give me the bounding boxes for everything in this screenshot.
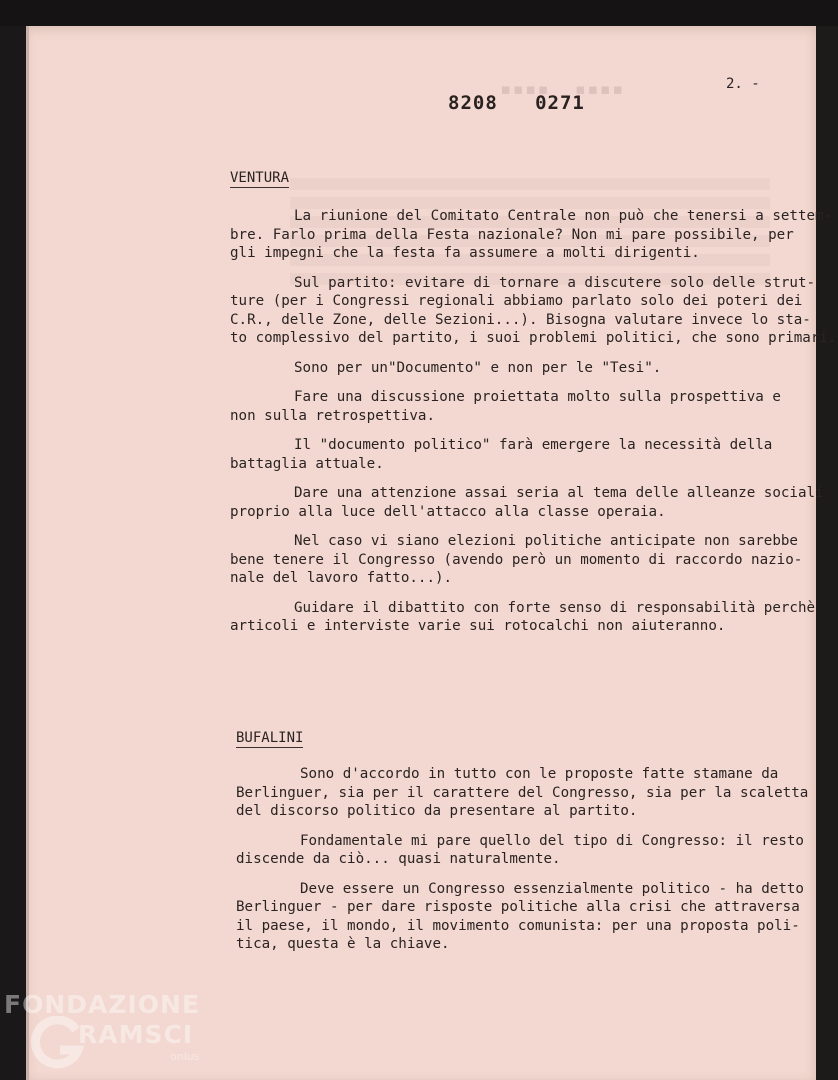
paragraph: Deve essere un Congresso essenzialmente politico - ha detto Berlinguer - per dare risposte politiche alla crisi che attraversa il paese, il mondo, il movimento comunista: per una proposta poli- tica, questa è la chiave.	[236, 880, 804, 952]
speaker-heading-bufalini: BUFALINI	[236, 730, 304, 746]
show-through-code: ▪▪▪▪ ▪▪▪▪	[500, 78, 625, 100]
paragraph: Dare una attenzione assai seria al tema delle alleanze sociali proprio alla luce dell'attacco alla classe operaia.	[230, 485, 824, 520]
speaker-heading-ventura: VENTURA	[230, 170, 290, 186]
page-number: 2. -	[726, 76, 760, 92]
scanner-top-band	[0, 0, 838, 26]
paragraph: Il "documento politico" farà emergere la necessità della battaglia attuale.	[230, 437, 773, 472]
paragraph: Sono d'accordo in tutto con le proposte fatte stamane da Berlinguer, sia per il carattere del Congresso, sia per la scaletta del discorso politico da presentare al partito.	[236, 766, 809, 819]
document-code: 8208 0271	[448, 92, 585, 114]
paragraph: La riunione del Comitato Centrale non può che tenersi a settem- bre. Farlo prima della Festa nazionale? Non mi pare possibile, per gli impegni che la festa fa assumere a molti dirigenti.	[230, 208, 833, 261]
watermark-line-2: RAMSCI	[78, 1020, 194, 1049]
paragraph: Fare una discussione proiettata molto sulla prospettiva e non sulla retrospettiva.	[230, 389, 781, 424]
paragraph: Sul partito: evitare di tornare a discutere solo delle strut- ture (per i Congressi regionali abbiamo parlato solo dei poteri dei C.R., delle Zone, delle Sezioni...). Bisogna valutare invece lo sta- to complessivo del partito, i suoi problemi politici, che sono primari.	[230, 274, 837, 346]
paragraph: Sono per un"Documento" e non per le "Tesi".	[294, 359, 662, 376]
paragraph: Fondamentale mi pare quello del tipo di Congresso: il resto discende da ciò... quasi naturalmente.	[236, 832, 804, 867]
speech-bufalini	[236, 765, 808, 965]
paragraph: Nel caso vi siano elezioni politiche anticipate non sarebbe bene tenere il Congresso (avendo però un momento di raccordo nazio- nale del lavoro fatto...).	[230, 533, 803, 586]
fondazione-gramsci-watermark	[0, 988, 230, 1080]
speech-ventura	[230, 207, 836, 647]
watermark-line-1: FONDAZIONE	[4, 990, 201, 1019]
watermark-line-3: onlus	[170, 1050, 200, 1063]
paragraph: Guidare il dibattito con forte senso di responsabilità perchè articoli e interviste varie sui rotocalchi non aiuteranno.	[230, 599, 816, 634]
